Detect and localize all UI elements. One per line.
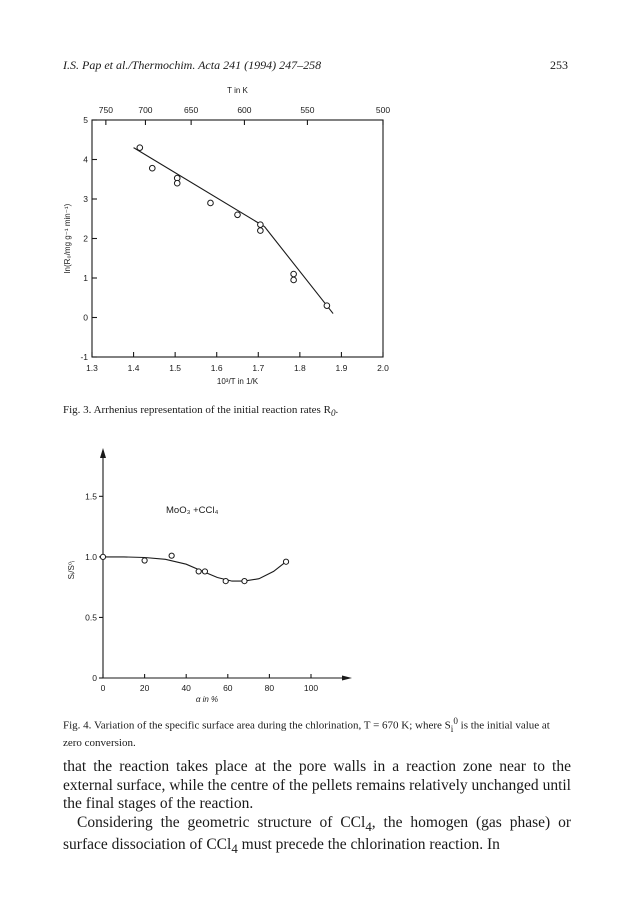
journal-reference: I.S. Pap et al./Thermochim. Acta 241 (1994) 247–258 (63, 58, 322, 72)
figure-4-caption-subscript: i (450, 723, 454, 734)
fig3-y-tick-label: 3 (83, 194, 88, 204)
figure-4-caption-text-b: is the initial value at zero conversion. (63, 719, 550, 749)
fig4-data-point (196, 569, 201, 574)
figure-4-caption-label: Fig. 4. (63, 719, 92, 732)
fig3-x-tick-label: 1.9 (335, 363, 348, 373)
body-paragraph-1: that the reaction takes place at the pore walls in a reaction zone near to the external surface, while the centre of the pellets remains relatively unchanged until the final stages of the reaction. (63, 758, 571, 812)
fig3-top-tick-label: 500 (375, 105, 391, 115)
fig3-y-tick-label: 2 (83, 233, 88, 244)
fig4-x-tick-label: 40 (181, 683, 191, 693)
fig3-x-tick-label: 1.4 (127, 363, 140, 373)
fig4-data-point (242, 579, 247, 584)
fig3-top-axis-label: T in K (227, 86, 248, 95)
figure-4-caption-text-a: Variation of the specific surface area during the chlorination, T = 670 K; where S (94, 719, 451, 732)
body-paragraph-2-b: , the homogen (gas phase) or surface dissociation of CCl (63, 813, 571, 854)
body-paragraph-2-c: must precede the chlorination reaction. In (237, 836, 500, 854)
fig3-y-tick-label: -1 (80, 352, 88, 362)
fig4-data-point (223, 579, 228, 584)
fig4-trend-curve (103, 557, 286, 581)
fig4-y-tick-label: 1.0 (85, 551, 97, 562)
figure-4-caption-superscript: 0 (453, 716, 458, 726)
fig4-x-axis-arrow (342, 676, 352, 681)
fig4-y-tick-label: 0.5 (85, 612, 97, 623)
body-paragraph-2-sub2: 4 (231, 841, 238, 857)
figure-3-caption-end: . (335, 404, 339, 416)
fig3-x-axis-label: 10³/T in 1/K (216, 377, 259, 386)
fig3-x-tick-label: 1.6 (210, 363, 223, 373)
fig3-y-tick-label: 4 (83, 154, 88, 165)
fig4-x-tick-label: 100 (303, 683, 319, 693)
fig4-data-point (283, 559, 288, 564)
figure-3-caption-text: Arrhenius representation of the initial reaction rates R (93, 404, 331, 416)
fig3-x-tick-label: 1.8 (293, 363, 306, 373)
fig4-x-tick-label: 80 (264, 683, 275, 693)
fig4-x-tick-label: 20 (139, 683, 150, 693)
fig4-x-axis-label: α in % (195, 695, 219, 704)
body-paragraph-2-sub1: 4 (365, 818, 372, 834)
figure-4-caption (63, 714, 568, 750)
fig3-x-tick-label: 2.0 (377, 363, 389, 373)
fig3-y-axis-label: ln(R₀/mg g⁻¹ min⁻¹) (63, 203, 72, 274)
fig3-top-tick-label: 550 (300, 105, 315, 115)
fig4-x-tick-label: 0 (100, 683, 106, 693)
fig3-y-tick-label: 0 (83, 312, 88, 323)
fig4-y-axis-arrow (100, 448, 106, 458)
fig4-annotation: MoO₃ +CCl₄ (166, 505, 219, 516)
fig4-data-point (169, 553, 174, 558)
body-text (63, 758, 571, 859)
fig3-x-tick-label: 1.3 (86, 363, 98, 373)
fig3-top-tick-label: 700 (138, 105, 153, 115)
fig3-top-tick-label: 750 (98, 105, 113, 115)
page-number: 253 (550, 58, 568, 72)
fig4-data-point (142, 558, 147, 563)
fig3-top-tick-label: 600 (237, 105, 252, 115)
fig4-y-axis-label: Sᵢ/S⁰ᵢ (67, 560, 76, 580)
fig3-x-tick-label: 1.7 (252, 363, 265, 373)
fig3-y-tick-label: 1 (83, 273, 88, 283)
body-paragraph-2 (63, 814, 571, 859)
fig4-data-point (100, 554, 105, 559)
fig4-y-tick-label: 0 (92, 673, 97, 683)
fig4-x-tick-label: 60 (223, 683, 233, 693)
figure-3-caption-subscript: 0 (330, 408, 336, 419)
fig4-y-tick-label: 1.5 (85, 491, 97, 502)
fig4-data-point (202, 569, 207, 574)
fig3-x-tick-label: 1.5 (169, 363, 182, 373)
body-paragraph-2-a: Considering the geometric structure of CCl (77, 813, 366, 831)
fig3-top-tick-label: 650 (184, 105, 199, 115)
fig3-y-tick-label: 5 (83, 115, 88, 125)
figure-3-caption-label: Fig. 3. (63, 404, 92, 416)
